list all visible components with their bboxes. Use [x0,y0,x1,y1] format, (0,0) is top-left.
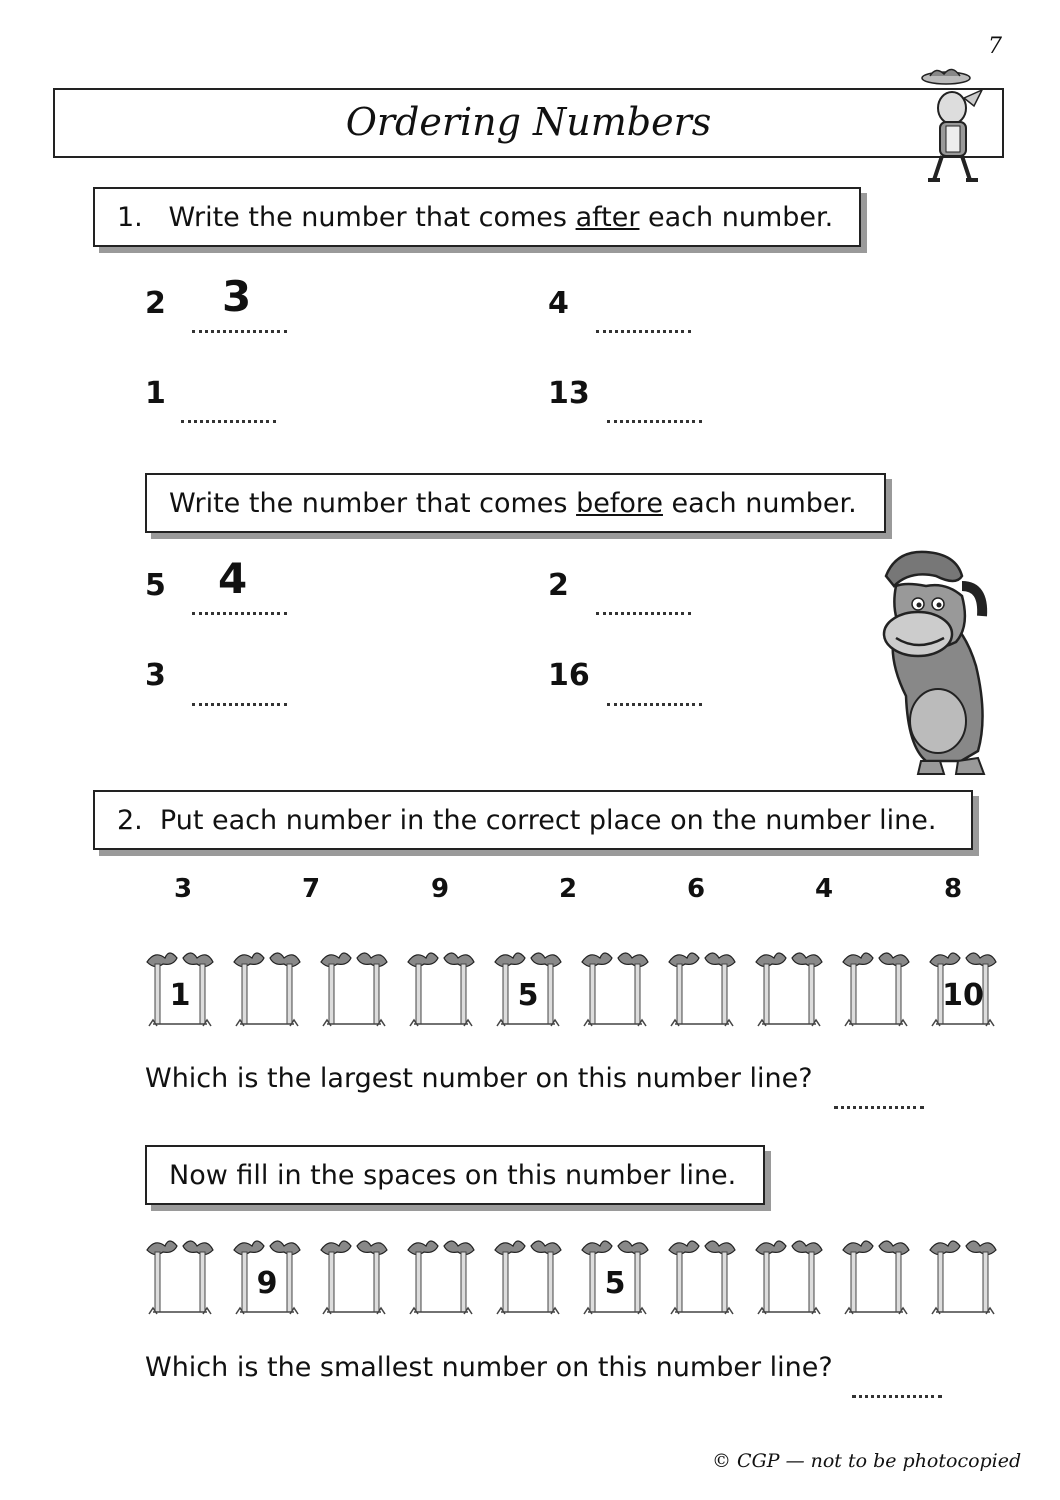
number-line-value: 5 [604,1266,626,1301]
palm-tree-box[interactable] [580,950,650,1030]
instruction-before [145,473,886,533]
after-item-number: 2 [145,286,166,321]
palm-tree-box[interactable] [145,1238,215,1318]
answer-line[interactable] [834,1106,924,1109]
answer-line[interactable] [607,420,702,423]
instruction-before-suffix: each number. [662,487,857,519]
instruction-after-suffix: each number. [639,201,834,233]
before-item-number: 3 [145,658,166,693]
number-line-value: 10 [942,978,984,1013]
palm-tree-box[interactable] [145,950,215,1030]
palm-tree-box[interactable] [493,950,563,1030]
palm-tree-box[interactable] [580,1238,650,1318]
number-line-value: 5 [517,978,539,1013]
answer-line[interactable] [607,703,702,706]
palm-tree-box[interactable] [406,1238,476,1318]
answer-line[interactable] [192,330,287,333]
palm-tree-box[interactable] [667,1238,737,1318]
instruction-number-line [93,790,973,850]
gorilla-cartoon [866,546,996,782]
before-item-number: 16 [548,658,590,693]
number-to-place: 2 [559,874,578,904]
after-item-answer: 3 [222,272,252,321]
palm-tree-box[interactable] [406,950,476,1030]
answer-line[interactable] [852,1395,942,1398]
palm-tree-box[interactable] [319,1238,389,1318]
instruction-fill-spaces [145,1145,765,1205]
palm-tree-box[interactable] [667,950,737,1030]
palm-tree-box[interactable] [754,950,824,1030]
instruction-after [93,187,861,247]
palm-tree-box[interactable] [754,1238,824,1318]
number-to-place: 9 [431,874,450,904]
answer-line[interactable] [192,612,287,615]
instruction-number-line-text: 2. Put each number in the correct place on the number line. [117,804,937,836]
question-smallest: Which is the smallest number on this number line? [145,1352,833,1383]
answer-line[interactable] [192,703,287,706]
question-largest: Which is the largest number on this number line? [145,1063,813,1094]
answer-line[interactable] [596,330,691,333]
after-item-number: 1 [145,376,166,411]
answer-line[interactable] [596,612,691,615]
instruction-fill-spaces-text: Now fill in the spaces on this number line. [169,1159,737,1191]
palm-tree-box[interactable] [319,950,389,1030]
number-to-place: 7 [302,874,321,904]
number-to-place: 6 [687,874,706,904]
before-item-number: 5 [145,568,166,603]
palm-tree-box[interactable] [232,950,302,1030]
answer-line[interactable] [181,420,276,423]
palm-tree-box[interactable] [841,950,911,1030]
palm-tree-box[interactable] [493,1238,563,1318]
palm-tree-box[interactable] [232,1238,302,1318]
instruction-before-keyword: before [576,487,663,519]
number-to-place: 3 [174,874,193,904]
waiter-cartoon [912,68,992,186]
copyright-footer: © CGP — not to be photocopied [712,1450,1022,1472]
number-line-value: 1 [169,978,191,1013]
after-item-number: 4 [548,286,569,321]
instruction-after-keyword: after [575,201,640,233]
palm-tree-box[interactable] [928,950,998,1030]
before-item-answer: 4 [218,554,248,603]
after-item-number: 13 [548,376,590,411]
page-number: 7 [988,34,1002,59]
number-line-value: 9 [256,1266,278,1301]
palm-tree-box[interactable] [841,1238,911,1318]
instruction-before-prefix: Write the number that comes [169,487,577,519]
before-item-number: 2 [548,568,569,603]
page-title: Ordering Numbers [345,100,712,144]
palm-tree-box[interactable] [928,1238,998,1318]
number-to-place: 4 [815,874,834,904]
number-to-place: 8 [944,874,963,904]
instruction-after-prefix: 1. Write the number that comes [117,201,576,233]
